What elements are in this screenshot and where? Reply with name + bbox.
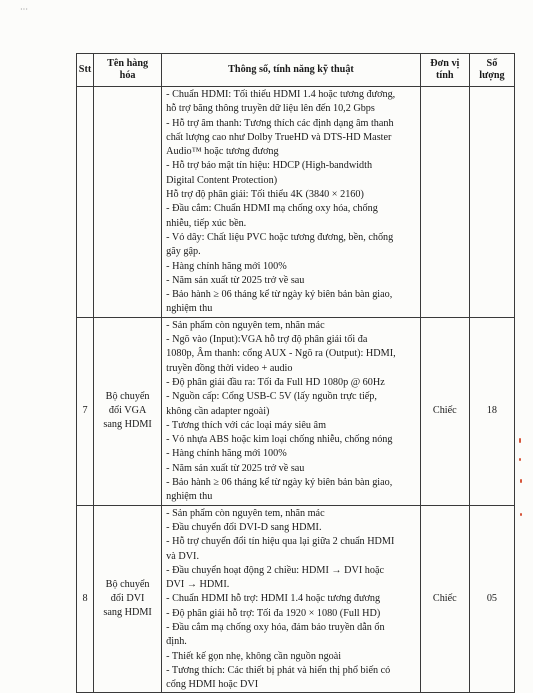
spec-line: nghiệm thu [166, 491, 213, 503]
spec-line: nghiệm thu [166, 303, 213, 315]
row-quantity: 05 [469, 505, 514, 693]
margin-mark [519, 438, 521, 443]
header-unit [420, 54, 469, 87]
spec-line: - Thiết kế gọn nhẹ, không cần nguồn ngoài [166, 650, 342, 662]
spec-line: - Hỗ trợ chuyển đổi tín hiệu qua lại giữa 2 chuẩn HDMI [166, 536, 395, 548]
header-stt-label: Stt [78, 64, 92, 75]
spec-line: - Đầu cắm: Chuẩn HDMI mạ chống oxy hóa, chống [166, 203, 378, 215]
spec-line: - Hỗ trợ âm thanh: Tương thích các định dạng âm thanh [166, 117, 394, 129]
spec-line: DVI → HDMI. [166, 579, 230, 591]
spec-line: Digital Content Protection) [166, 174, 278, 186]
table-header [77, 54, 515, 87]
spec-line: - Tương thích: Các thiết bị phát và hiển thị phổ biến có [166, 664, 391, 676]
spec-line: - Hỗ trợ bảo mật tín hiệu: HDCP (High-bandwidth [166, 160, 373, 172]
spec-line: - Chuẩn HDMI: Tối thiểu HDMI 1.4 hoặc tương đương, [166, 89, 396, 100]
spec-line: - Vỏ nhựa ABS hoặc kim loại chống nhiễu, chống nóng [166, 434, 393, 446]
spec-line: - Sản phẩm còn nguyên tem, nhãn mác [166, 507, 325, 519]
spec-line: nhiễu, tiếp xúc bền. [166, 217, 247, 229]
table-row [77, 87, 515, 318]
header-unit-line2: tính [436, 70, 454, 81]
row-spec [162, 87, 421, 318]
row-quantity: 18 [469, 317, 514, 505]
product-name-line: đổi VGA [108, 405, 147, 417]
header-qty-line1: Số [486, 58, 498, 69]
spec-line: - Độ phân giải đầu ra: Tối đa Full HD 1080p @ 60Hz [166, 376, 385, 388]
header-qty [469, 54, 514, 87]
spec-line: Hỗ trợ độ phân giải: Tối thiểu 4K (3840 × 2160) [166, 189, 364, 201]
header-spec-label: Thông số, tính năng kỹ thuật [228, 64, 354, 75]
spec-line: - Bảo hành ≥ 06 tháng kể từ ngày ký biên bản bàn giao, [166, 289, 393, 301]
margin-mark [520, 513, 522, 516]
product-name-line: sang HDMI [103, 419, 152, 431]
corner-mark: ··· [20, 5, 28, 14]
row-stt [77, 87, 94, 318]
spec-line: không cần adapter ngoài) [166, 405, 270, 417]
product-name-line: Bộ chuyển [105, 579, 150, 591]
header-qty-line2: lượng [479, 70, 505, 81]
row-quantity [469, 87, 514, 318]
spec-line: - Đầu chuyển hoạt động 2 chiều: HDMI → DVI hoặc [166, 564, 385, 576]
spec-line: - Đầu cắm mạ chống oxy hóa, đảm bảo truyền dẫn ổn [166, 621, 385, 633]
header-name-line1: Tên hàng [107, 58, 149, 69]
spec-line: và DVI. [166, 550, 199, 562]
row-stt: 7 [77, 317, 94, 505]
spec-line: định. [166, 636, 187, 648]
spec-line: gãy gập. [166, 246, 201, 258]
spec-line: - Hàng chính hãng mới 100% [166, 448, 287, 460]
row-spec [162, 317, 421, 505]
spec-line: - Tương thích với các loại máy siêu âm [166, 419, 326, 431]
spec-line: cổng HDMI hoặc DVI [166, 679, 259, 691]
row-stt: 8 [77, 505, 94, 693]
spec-line: - Độ phân giải hỗ trợ: Tối đa 1920 × 1080 (Full HD) [166, 607, 381, 619]
spec-line: - Ngõ vào (Input):VGA hỗ trợ độ phân giải tối đa [166, 334, 368, 346]
table-row [77, 505, 515, 693]
product-name-line: sang HDMI [103, 607, 152, 619]
spec-line: - Vỏ dây: Chất liệu PVC hoặc tương đương, bền, chống [166, 231, 394, 243]
table-body [77, 87, 515, 693]
header-name [94, 54, 162, 87]
product-name-line: Bộ chuyển [105, 391, 150, 403]
spec-line: chất lượng cao như Dolby TrueHD và DTS-HD Master [166, 131, 392, 143]
spec-line: - Hàng chính hãng mới 100% [166, 260, 287, 272]
spec-line: - Năm sản xuất từ 2025 trở về sau [166, 462, 305, 474]
margin-mark [519, 458, 521, 461]
spec-table [76, 53, 515, 693]
spec-line: - Sản phẩm còn nguyên tem, nhãn mác [166, 319, 325, 331]
row-unit [420, 87, 469, 318]
spec-line: 1080p, Âm thanh: cổng AUX - Ngõ ra (Output): HDMI, [166, 348, 396, 360]
spec-line: - Đầu chuyển đổi DVI-D sang HDMI. [166, 521, 322, 533]
spec-line: - Chuẩn HDMI hỗ trợ: HDMI 1.4 hoặc tương đương [166, 593, 381, 605]
row-spec [162, 505, 421, 693]
spec-line: - Năm sản xuất từ 2025 trở về sau [166, 274, 305, 286]
spec-line: - Bảo hành ≥ 06 tháng kể từ ngày ký biên bản bàn giao, [166, 477, 393, 489]
header-stt [77, 54, 94, 87]
row-unit: Chiếc [420, 505, 469, 693]
header-unit-line1: Đơn vị [430, 58, 460, 69]
row-product-name [94, 505, 162, 693]
margin-mark [520, 479, 522, 483]
product-name-line: đổi DVI [110, 593, 145, 605]
spec-line: - Nguồn cấp: Cổng USB-C 5V (lấy nguồn trực tiếp, [166, 391, 377, 403]
spec-line: Audio™ hoặc tương đương [166, 146, 279, 158]
spec-line: hỗ trợ băng thông truyền dữ liệu lên đến 10,2 Gbps [166, 103, 375, 115]
row-product-name [94, 87, 162, 318]
row-unit: Chiếc [420, 317, 469, 505]
row-product-name [94, 317, 162, 505]
table-row [77, 317, 515, 505]
header-name-line2: hóa [119, 70, 136, 81]
header-spec [162, 54, 421, 87]
spec-line: truyền đồng thời video + audio [166, 362, 293, 374]
